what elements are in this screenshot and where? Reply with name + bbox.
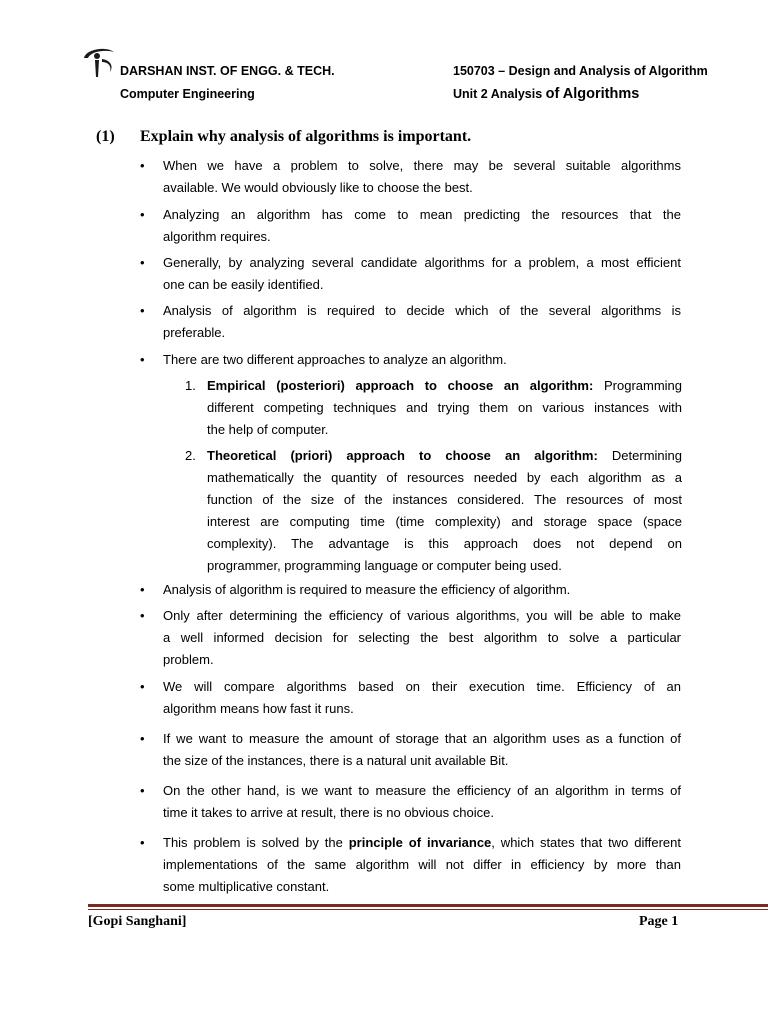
bullet-line: algorithm means how fast it runs.	[163, 701, 354, 716]
darshan-logo-icon	[80, 44, 118, 78]
approach-line	[207, 445, 682, 467]
bullet-icon: •	[140, 352, 145, 367]
bullet-line: problem.	[163, 652, 214, 667]
footer-author: [Gopi Sanghani]	[88, 914, 187, 929]
bullet-line: Analysis of algorithm is required to measure the efficiency of algorithm.	[163, 582, 571, 597]
bullet-icon: •	[140, 679, 145, 694]
bullet-line: There are two different approaches to analyze an algorithm.	[163, 352, 507, 367]
bullet-line: one can be easily identified.	[163, 277, 324, 292]
course-title: 150703 – Design and Analysis of Algorithm	[453, 64, 708, 78]
bullet-line: Only after determining the efficiency of various algorithms, you will be able to make	[163, 608, 681, 623]
footer-rule-thin	[88, 909, 768, 910]
unit-suffix: of Algorithms	[545, 86, 640, 102]
department-name: Computer Engineering	[120, 87, 255, 101]
bullet-icon: •	[140, 303, 145, 318]
bullet-line: preferable.	[163, 325, 226, 340]
bullet-line: On the other hand, is we want to measure the efficiency of an algorithm in terms of	[163, 783, 681, 798]
bullet-line: available. We would obviously like to choose the best.	[163, 180, 473, 195]
footer-page: Page 1	[639, 914, 679, 929]
approach-line: mathematically the quantity of resources needed by each algorithm as a	[207, 470, 682, 485]
principle-of-invariance: principle of invariance	[348, 835, 492, 850]
bullet-line: Analysis of algorithm is required to decide which of the several algorithms is	[163, 303, 681, 318]
bullet-icon: •	[140, 835, 145, 850]
bullet-line: Analyzing an algorithm has come to mean predicting the resources that the	[163, 207, 681, 222]
bullet-line: the size of the instances, there is a natural unit available Bit.	[163, 753, 509, 768]
bullet-line: If we want to measure the amount of storage that an algorithm uses as a function of	[163, 731, 681, 746]
bullet-line: Generally, by analyzing several candidate algorithms for a problem, a most efficient	[163, 255, 681, 270]
bullet-icon: •	[140, 783, 145, 798]
unit-prefix: Unit 2 Analysis	[453, 87, 546, 101]
bullet-icon: •	[140, 207, 145, 222]
bullet-line: a well informed decision for selecting the best algorithm to solve a particular	[163, 630, 681, 645]
bullet-line: When we have a problem to solve, there may be several suitable algorithms	[163, 158, 681, 173]
approach-text: Determining	[597, 448, 682, 463]
bullet-icon: •	[140, 158, 145, 173]
approach-line: function of the size of the instances considered. The resources of most	[207, 492, 682, 507]
bullet-line: some multiplicative constant.	[163, 879, 330, 894]
bullet-icon: •	[140, 582, 145, 597]
bullet-icon: •	[140, 608, 145, 623]
approach-heading: Theoretical (priori) approach to choose an algorithm:	[207, 448, 598, 463]
question-title: Explain why analysis of algorithms is important.	[140, 128, 472, 145]
bullet-text: This problem is solved by the	[163, 835, 349, 850]
approach-number: 1.	[185, 378, 196, 393]
bullet-icon: •	[140, 731, 145, 746]
bullet-icon: •	[140, 255, 145, 270]
bullet-line	[163, 832, 681, 854]
approach-line: the help of computer.	[207, 422, 329, 437]
approach-text: Programming	[593, 378, 683, 393]
bullet-line: time it takes to arrive at result, there is no obvious choice.	[163, 805, 494, 820]
approach-line: interest are computing time (time complexity) and storage space (space	[207, 514, 682, 529]
approach-line: complexity). The advantage is this approach does not depend on	[207, 536, 682, 551]
bullet-text: , which states that two different	[491, 835, 681, 850]
approach-line: programmer, programming language or computer being used.	[207, 558, 562, 573]
approach-line: different competing techniques and trying them on various instances with	[207, 400, 682, 415]
bullet-line: algorithm requires.	[163, 229, 271, 244]
unit-title	[453, 86, 639, 102]
bullet-line: implementations of the same algorithm will not differ in efficiency by more than	[163, 857, 681, 872]
question-number: (1)	[96, 128, 115, 145]
footer-rule-thick	[88, 904, 768, 907]
institute-name: DARSHAN INST. OF ENGG. & TECH.	[120, 64, 335, 78]
approach-number: 2.	[185, 448, 196, 463]
approach-heading: Empirical (posteriori) approach to choose an algorithm:	[207, 378, 594, 393]
approach-line	[207, 375, 682, 397]
bullet-line: We will compare algorithms based on their execution time. Efficiency of an	[163, 679, 681, 694]
